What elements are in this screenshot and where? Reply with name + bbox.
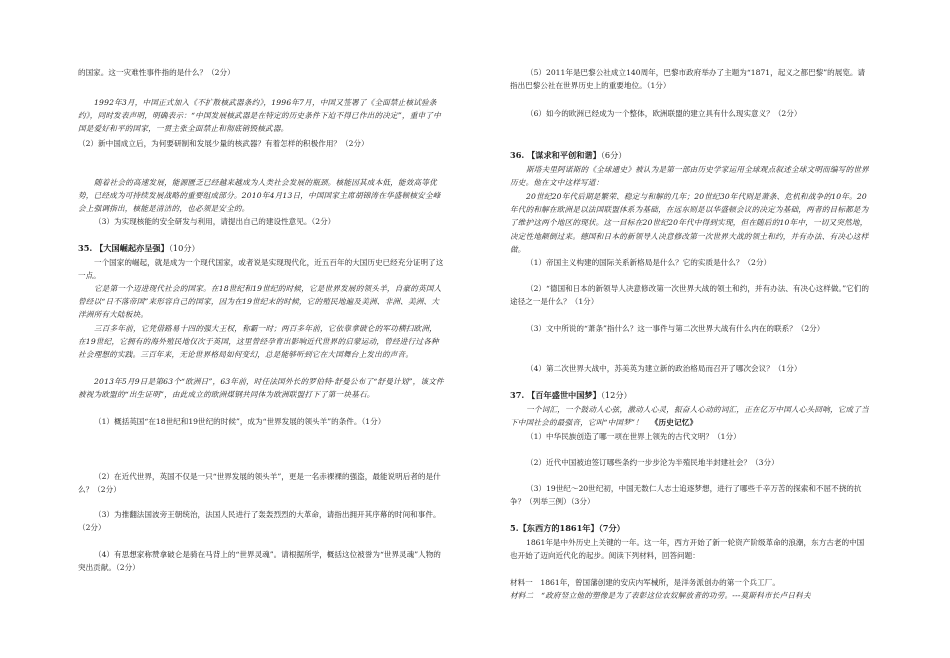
- question-2: （2）新中国成立后，为何要研制和发展少量的核武器？有着怎样的积极作用？（2分）: [78, 139, 369, 148]
- text-block: 的国家。这一灾难性事件指的是什么？（2分）: [78, 68, 235, 77]
- question-35-6: （6）如今的欧洲已经成为一个整体，欧洲联盟的建立具有什么现实意义？（2分）: [526, 109, 802, 118]
- source-title: 《历史记忆》: [650, 418, 698, 428]
- material-text: 20世纪20年代后期是繁荣、稳定与和解的几年；20世纪30年代则是萧条、危机和战争的10年。20年代的和解在欧洲是以法国联盟体系为基础，在远东则是以华盛顿会议的决定为基础，两者的目标都是为了维护这两个地区的现状。这一目标在20世纪20年代中得到实现，但在随后的10年中，一切又突然地，决定性地颠倒过来。德国和日本的新领导人决意修改第一次世界大战的领土和约，并有办法、有决心这样做。: [510, 192, 869, 254]
- material-text: 2013年5月9日是第63个“欧洲日”，63年前，时任法国外长的罗伯特·舒曼公布了“舒曼计划”，该文件被视为欧盟的“出生证明”，由此成立的欧洲煤钢共同体为欧洲联盟打下了第一块基石。: [78, 377, 444, 400]
- material-text: [510, 403, 870, 429]
- question-37-3: （3）19世纪～20世纪初，中国无数仁人志士追逐梦想，进行了哪些千辛万苦的探索和不屈不挠的抗争？（列举三例）（3分）: [510, 484, 862, 507]
- question-37-1: （1）中华民族创造了哪一项在世界上领先的古代文明？（1分）: [526, 432, 741, 441]
- question-points: （10分）: [168, 243, 200, 253]
- question-36-2: （2）“德国和日本的新领导人决意修改第一次世界大战的领土和约，并有办法、有决心这样做。”它们的途径之一是什么？（1分）: [510, 284, 869, 307]
- material-text: 1861年是中外历史上关键的一年。这一年，西方开始了新一轮资产阶级革命的浪潮，东方古老的中国也开始了迈向近代化的起步。阅读下列材料，回答问题：: [510, 538, 865, 561]
- question-number: 36.: [510, 150, 525, 160]
- question-35-2: （2）在近代世界，英国不仅是一只“世界发展的领头羊”，更是一名赤裸裸的强盗，最能说明后者的是什么？（2分）: [78, 472, 441, 495]
- question-title: 【大国崛起亦呈强】: [95, 243, 169, 253]
- question-title: 【东西方的1861年】: [518, 523, 599, 533]
- question-points: （6分）: [600, 150, 627, 160]
- question-title: 【百年盛世中国梦】: [527, 390, 601, 400]
- question-3: （3）为实现核能的安全研发与利用，请提出自己的建设性意见。（2分）: [94, 217, 336, 226]
- question-points: （7分）: [598, 523, 625, 533]
- question-35-4: （4）有思想家称赞拿破仑是骑在马背上的“世界灵魂”。请根据所学，概括这位被誉为“世界灵魂”人物的突出贡献。（2分）: [78, 550, 441, 573]
- question-37-heading: [510, 389, 870, 402]
- question-36-1: （1）帝国主义构建的国际关系新格局是什么？它的实质是什么？（2分）: [526, 258, 772, 267]
- question-title: 【谋求和平创和谐】: [527, 150, 601, 160]
- question-36-4: （4）第二次世界大战中，苏美英为建立新的政治格局而召开了哪次会议？（1分）: [526, 364, 802, 373]
- material-quote: 一个词汇，一个鼓动人心弦，激动人心灵，振奋人心动的词汇，正在亿万中国人心头回响，它成了当下中国社会的最强音，它叫“中国梦”！: [510, 405, 869, 428]
- material-text: 随着社会的高速发展，能源匮乏已经越来越成为人类社会发展的瓶颈。核能因其成本低，能效高等优势，已经成为可持续发展战略的重要组成部分。2010年4月13日，中国国家主席胡锦涛在华盛顿核安全峰会上强调指出，核能是清洁的，也必须是安全的。: [78, 178, 441, 214]
- question-number: 35.: [78, 243, 93, 253]
- question-35-1: （1）概括英国“在18世纪和19世纪的时候”，成为“世界发展的领头羊”的条件。（1分）: [94, 417, 386, 426]
- material-2: 材料二 “政府竖立他的塑像是为了表彰这位农奴解放者的功劳。---莫斯科市长卢日科夫: [510, 591, 811, 600]
- material-text: 三百多年前，它凭借路易十四的强大王权，称霸一时；两百多年前，它依靠拿破仑的军功横扫欧洲，在19世纪，它拥有的海外殖民地仅次于英国，这里曾经孕育出影响近代世界的启蒙运动，曾经进行过各种社会理想的实践。三百年来，无论世界格局如何变幻，总是能够听到它在大国舞台上发出的声音。: [78, 324, 439, 360]
- material-text: 斯塔夫里阿诺斯的《全球通史》被认为是第一部由历史学家运用全球观点叙述全球文明而编写的世界历史。他在文中这样写道：: [510, 165, 869, 188]
- question-5-heading: [510, 522, 870, 535]
- question-points: （12分）: [600, 390, 632, 400]
- material-text: 它是第一个迈进现代社会的国家。在18世纪和19世纪的时候，它是世界发展的领头羊，自豪的英国人曾经以“日不落帝国”来形容自己的国家，因为在19世纪末的时候，它的殖民地遍及美洲、非洲、美洲、大洋洲所有大陆板块。: [78, 284, 442, 320]
- material-1: 材料一 1861年，曾国藩创建的安庆内军械所，是洋务派创办的第一个兵工厂。: [510, 578, 780, 587]
- question-36-heading: [510, 149, 870, 162]
- question-35-heading: [78, 242, 444, 255]
- question-35-5: （5）2011年是巴黎公社成立140周年，巴黎市政府举办了主题为“1871，起义之都巴黎”的展览。请指出巴黎公社在世界历史上的重要地位。（1分）: [510, 68, 866, 91]
- question-37-2: （2）近代中国被迫签订哪些条约一步步沦为半殖民地半封建社会？（3分）: [526, 458, 779, 467]
- material-text: 一个国家的崛起，就是成为一个现代国家，或者说是实现现代化，近五百年的大国历史已经充分证明了这一点。: [78, 258, 444, 281]
- question-36-3: （3）文中所说的“萧条”指什么？这一事件与第二次世界大战有什么内在的联系？（2分）: [526, 324, 825, 333]
- question-number: 37.: [510, 390, 525, 400]
- question-35-3: （3）为推翻法国波旁王朝统治，法国人民进行了轰轰烈烈的大革命，请指出拥开其序幕的时间和事件。（2分）: [78, 510, 441, 533]
- material-text: 1992年3月，中国正式加入《不扩散核武器条约》，1996年7月，中国又签署了《全面禁止核试验条约》，同时发表声明，明确表示：“中国发展核武器是在特定的历史条件下迫不得已作出的决定”，重申了中国是爱好和平的国家，一贯主张全面禁止和彻底销毁核武器。: [78, 98, 441, 134]
- question-number: 5.: [510, 523, 519, 533]
